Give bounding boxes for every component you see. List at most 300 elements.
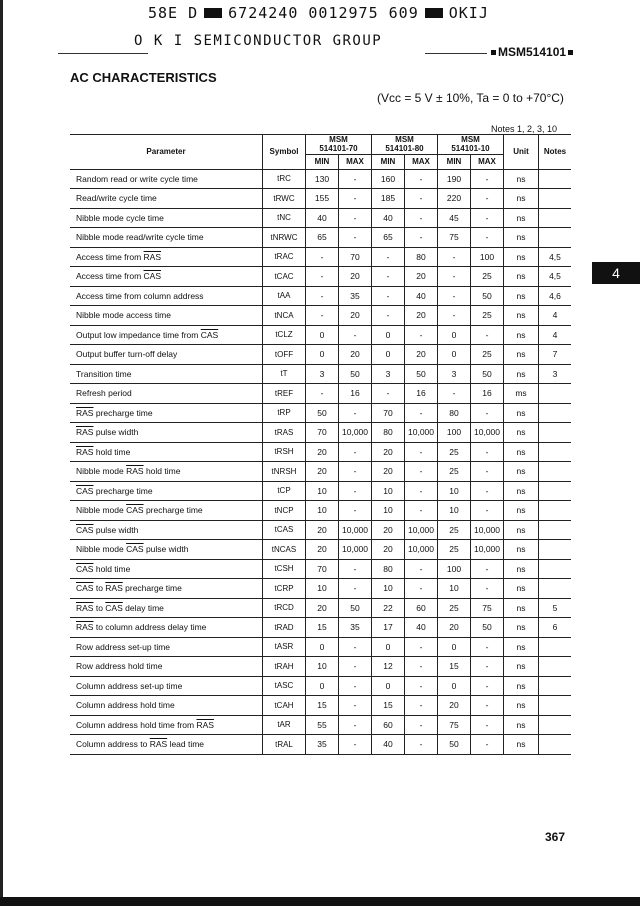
unit-cell: ns [504, 559, 539, 579]
company-group: O K I SEMICONDUCTOR GROUP [134, 33, 383, 49]
max-value-cell: - [339, 715, 372, 735]
symbol-cell: tNRSH [263, 462, 306, 482]
unit-cell: ns [504, 637, 539, 657]
parameter-text: Access time from [76, 271, 144, 282]
symbol-cell: tCLZ [263, 325, 306, 345]
max-value-cell: 70 [339, 247, 372, 267]
notes-cell [539, 208, 572, 228]
chapter-tab-marker: 4 [592, 262, 640, 284]
parameter-cell [70, 208, 263, 228]
max-value-cell: 50 [471, 286, 504, 306]
parameter-text: lead time [167, 739, 205, 750]
parameter-cell [70, 228, 263, 248]
max-value-cell: - [405, 501, 438, 521]
max-value-cell: - [339, 403, 372, 423]
parameter-cell [70, 189, 263, 209]
max-value-cell: - [405, 189, 438, 209]
min-value-cell: 70 [372, 403, 405, 423]
min-value-cell: 12 [372, 657, 405, 677]
symbol-cell: tRSH [263, 442, 306, 462]
table-row [70, 540, 571, 560]
min-value-cell: 0 [306, 637, 339, 657]
min-value-cell: 220 [438, 189, 471, 209]
max-value-cell: - [471, 189, 504, 209]
parameter-text: precharge time [93, 485, 153, 496]
min-value-cell: 70 [306, 559, 339, 579]
max-value-cell: - [339, 208, 372, 228]
parameter-text: Access time from [76, 251, 144, 262]
min-value-cell: 25 [438, 540, 471, 560]
max-value-cell: 50 [405, 364, 438, 384]
signal-name-overbar: $\overline{RAS}$ [76, 446, 94, 457]
min-value-cell: 185 [372, 189, 405, 209]
parameter-cell [70, 481, 263, 501]
min-value-cell: 155 [306, 189, 339, 209]
max-value-cell: - [471, 169, 504, 189]
signal-name-overbar: $\overline{RAS}$ [196, 719, 214, 730]
symbol-cell: tNC [263, 208, 306, 228]
parameter-cell [70, 442, 263, 462]
notes-cell: 4,6 [539, 286, 572, 306]
min-value-cell: 10 [372, 579, 405, 599]
document-code-line [148, 4, 489, 22]
symbol-cell: tNCP [263, 501, 306, 521]
page-number: 367 [545, 830, 566, 844]
max-value-cell: - [405, 403, 438, 423]
min-value-cell: 40 [306, 208, 339, 228]
min-value-cell: - [372, 306, 405, 326]
notes-cell [539, 540, 572, 560]
unit-cell: ns [504, 267, 539, 287]
max-value-cell: 40 [405, 286, 438, 306]
max-value-cell: - [339, 228, 372, 248]
max-value-cell: - [471, 208, 504, 228]
min-value-cell: 22 [372, 598, 405, 618]
max-value-cell: - [405, 228, 438, 248]
unit-cell: ns [504, 657, 539, 677]
header-group-10: MSM 514101-10 [438, 135, 504, 155]
min-value-cell: - [438, 306, 471, 326]
signal-name-overbar: $\overline{CAS}$ [76, 485, 94, 496]
max-value-cell: - [471, 715, 504, 735]
parameter-cell [70, 598, 263, 618]
header-unit: Unit [504, 135, 539, 170]
min-value-cell: 40 [372, 208, 405, 228]
unit-cell: ns [504, 481, 539, 501]
part-number [489, 45, 575, 59]
max-value-cell: - [471, 481, 504, 501]
parameter-text: Column address to [76, 739, 150, 750]
unit-cell: ns [504, 423, 539, 443]
max-value-cell: 50 [339, 364, 372, 384]
max-value-cell: 20 [339, 306, 372, 326]
unit-cell: ns [504, 696, 539, 716]
table-row [70, 520, 571, 540]
notes-cell [539, 520, 572, 540]
min-value-cell: - [306, 306, 339, 326]
parameter-text: hold time [143, 466, 181, 477]
min-value-cell: 0 [306, 345, 339, 365]
parameter-text: pulse width [93, 524, 139, 535]
max-value-cell: - [339, 462, 372, 482]
notes-cell: 7 [539, 345, 572, 365]
symbol-cell: tREF [263, 384, 306, 404]
table-row [70, 325, 571, 345]
min-value-cell: 10 [372, 481, 405, 501]
notes-cell [539, 637, 572, 657]
min-value-cell: 160 [372, 169, 405, 189]
parameter-text: Output low impedance time from [76, 329, 201, 340]
parameter-text: Read/write cycle time [76, 193, 157, 204]
unit-cell: ms [504, 384, 539, 404]
max-value-cell: 20 [405, 267, 438, 287]
header-group-70: MSM 514101-70 [306, 135, 372, 155]
max-value-cell: - [405, 735, 438, 755]
table-row [70, 364, 571, 384]
symbol-cell: tCAC [263, 267, 306, 287]
min-value-cell: 20 [372, 442, 405, 462]
table-row [70, 247, 571, 267]
min-value-cell: 10 [306, 657, 339, 677]
min-value-cell: 10 [438, 501, 471, 521]
parameter-cell [70, 325, 263, 345]
max-value-cell: 50 [471, 618, 504, 638]
parameter-text: Nibble mode cycle time [76, 212, 164, 223]
min-value-cell: 75 [438, 715, 471, 735]
symbol-cell: tCSH [263, 559, 306, 579]
parameter-text: Column address hold time from [76, 719, 197, 730]
symbol-cell: tRAL [263, 735, 306, 755]
min-value-cell: - [438, 384, 471, 404]
max-value-cell: - [339, 501, 372, 521]
min-value-cell: 0 [372, 637, 405, 657]
unit-cell: ns [504, 462, 539, 482]
signal-name-overbar: $\overline{RAS}$ [76, 427, 94, 438]
min-value-cell: 20 [372, 520, 405, 540]
min-value-cell: 10 [306, 481, 339, 501]
notes-cell: 4,5 [539, 267, 572, 287]
parameter-cell [70, 286, 263, 306]
signal-name-overbar: $\overline{RAS}$ [76, 622, 94, 633]
table-row [70, 423, 571, 443]
notes-cell [539, 559, 572, 579]
max-value-cell: - [405, 657, 438, 677]
notes-cell [539, 442, 572, 462]
table-row [70, 501, 571, 521]
min-value-cell: 3 [372, 364, 405, 384]
symbol-cell: tRC [263, 169, 306, 189]
min-value-cell: 65 [306, 228, 339, 248]
symbol-cell: tCRP [263, 579, 306, 599]
parameter-text: Nibble mode read/write cycle time [76, 232, 204, 243]
parameter-cell [70, 364, 263, 384]
max-value-cell: 50 [339, 598, 372, 618]
max-value-cell: 10,000 [471, 520, 504, 540]
notes-cell [539, 735, 572, 755]
min-value-cell: 20 [438, 696, 471, 716]
min-value-cell: 0 [372, 676, 405, 696]
max-value-cell: - [339, 579, 372, 599]
notes-cell [539, 657, 572, 677]
max-value-cell: - [339, 676, 372, 696]
min-value-cell: 80 [372, 423, 405, 443]
min-value-cell: 10 [438, 481, 471, 501]
signal-name-overbar: $\overline{RAS}$ [76, 407, 94, 418]
min-value-cell: 0 [372, 325, 405, 345]
header-max: MAX [471, 154, 504, 169]
min-value-cell: 100 [438, 559, 471, 579]
unit-cell: ns [504, 325, 539, 345]
parameter-text: hold time [93, 446, 131, 457]
min-value-cell: 35 [306, 735, 339, 755]
parameter-text: Access time from column address [76, 290, 204, 301]
symbol-cell: tT [263, 364, 306, 384]
header-max: MAX [339, 154, 372, 169]
symbol-cell: tAA [263, 286, 306, 306]
symbol-cell: tRWC [263, 189, 306, 209]
parameter-cell [70, 540, 263, 560]
max-value-cell: - [339, 637, 372, 657]
symbol-cell: tASC [263, 676, 306, 696]
parameter-cell [70, 715, 263, 735]
min-value-cell: - [372, 247, 405, 267]
scan-edge-bottom [0, 897, 640, 906]
min-value-cell: 10 [438, 579, 471, 599]
min-value-cell: 20 [438, 618, 471, 638]
parameter-text: precharge time [143, 505, 203, 516]
min-value-cell: 50 [438, 735, 471, 755]
table-row [70, 735, 571, 755]
parameter-text: Transition time [76, 368, 132, 379]
min-value-cell: 25 [438, 442, 471, 462]
unit-cell: ns [504, 306, 539, 326]
unit-cell: ns [504, 364, 539, 384]
max-value-cell: - [405, 481, 438, 501]
parameter-text: Nibble mode [76, 505, 127, 516]
black-block-marker [204, 8, 222, 18]
header-min: MIN [438, 154, 471, 169]
table-row [70, 559, 571, 579]
parameter-text: Row address hold time [76, 661, 163, 672]
max-value-cell: 10,000 [471, 423, 504, 443]
min-value-cell: - [438, 267, 471, 287]
table-row [70, 462, 571, 482]
min-value-cell: 20 [306, 598, 339, 618]
signal-name-overbar: $\overline{CAS}$ [143, 271, 162, 282]
max-value-cell: - [405, 637, 438, 657]
max-value-cell: 60 [405, 598, 438, 618]
notes-cell: 4 [539, 325, 572, 345]
table-row [70, 169, 571, 189]
max-value-cell: - [471, 637, 504, 657]
min-value-cell: 17 [372, 618, 405, 638]
table-row [70, 228, 571, 248]
table-row [70, 189, 571, 209]
black-block-marker [425, 8, 443, 18]
table-row [70, 598, 571, 618]
min-value-cell: - [372, 384, 405, 404]
min-value-cell: 15 [306, 696, 339, 716]
max-value-cell: 10,000 [405, 520, 438, 540]
min-value-cell: 20 [306, 442, 339, 462]
unit-cell: ns [504, 676, 539, 696]
max-value-cell: - [405, 208, 438, 228]
symbol-cell: tRAS [263, 423, 306, 443]
max-value-cell: 10,000 [405, 540, 438, 560]
ac-characteristics-table [70, 134, 571, 755]
max-value-cell: 40 [405, 618, 438, 638]
symbol-cell: tRAC [263, 247, 306, 267]
signal-name-overbar: $\overline{RAS}$ [76, 602, 94, 613]
table-row [70, 657, 571, 677]
parameter-text: to column address delay time [93, 622, 207, 633]
max-value-cell: 10,000 [339, 520, 372, 540]
unit-cell: ns [504, 715, 539, 735]
unit-cell: ns [504, 247, 539, 267]
notes-cell [539, 384, 572, 404]
notes-cell [539, 423, 572, 443]
min-value-cell: 0 [438, 637, 471, 657]
unit-cell: ns [504, 169, 539, 189]
table-row [70, 403, 571, 423]
unit-cell: ns [504, 520, 539, 540]
min-value-cell: 20 [372, 462, 405, 482]
table-row [70, 676, 571, 696]
parameter-cell [70, 559, 263, 579]
parameter-text: pulse width [93, 427, 139, 438]
symbol-cell: tCAH [263, 696, 306, 716]
max-value-cell: - [405, 559, 438, 579]
max-value-cell: - [405, 676, 438, 696]
signal-name-overbar: $\overline{RAS}$ [105, 583, 123, 594]
max-value-cell: - [471, 657, 504, 677]
notes-cell [539, 169, 572, 189]
max-value-cell: - [471, 501, 504, 521]
min-value-cell: 15 [306, 618, 339, 638]
header-max: MAX [405, 154, 438, 169]
min-value-cell: - [306, 267, 339, 287]
signal-name-overbar: $\overline{CAS}$ [76, 563, 94, 574]
test-conditions: (Vcc = 5 V ± 10%, Ta = 0 to +70°C) [377, 91, 564, 105]
parameter-text: Nibble mode access time [76, 310, 171, 321]
max-value-cell: 35 [339, 286, 372, 306]
min-value-cell: - [438, 286, 471, 306]
min-value-cell: 0 [438, 676, 471, 696]
parameter-text: precharge time [93, 407, 153, 418]
section-title: AC CHARACTERISTICS [70, 70, 217, 85]
min-value-cell: - [372, 286, 405, 306]
max-value-cell: 20 [339, 267, 372, 287]
min-value-cell: 80 [438, 403, 471, 423]
scan-edge-left [0, 0, 3, 906]
max-value-cell: - [405, 462, 438, 482]
signal-name-overbar: $\overline{CAS}$ [76, 583, 94, 594]
min-value-cell: 60 [372, 715, 405, 735]
unit-cell: ns [504, 540, 539, 560]
min-value-cell: 190 [438, 169, 471, 189]
parameter-cell [70, 306, 263, 326]
header-parameter: Parameter [70, 135, 263, 170]
parameter-cell [70, 657, 263, 677]
signal-name-overbar: $\overline{RAS}$ [126, 466, 144, 477]
unit-cell: ns [504, 501, 539, 521]
max-value-cell: - [405, 325, 438, 345]
max-value-cell: 10,000 [471, 540, 504, 560]
min-value-cell: 100 [438, 423, 471, 443]
table-row [70, 208, 571, 228]
signal-name-overbar: $\overline{RAS}$ [143, 251, 162, 262]
min-value-cell: 80 [372, 559, 405, 579]
min-value-cell: - [372, 267, 405, 287]
parameter-text: Row address set-up time [76, 641, 171, 652]
min-value-cell: 10 [306, 501, 339, 521]
parameter-text: Output buffer turn-off delay [76, 349, 178, 360]
table-row [70, 286, 571, 306]
symbol-cell: tRCD [263, 598, 306, 618]
parameter-text: Random read or write cycle time [76, 173, 198, 184]
max-value-cell: 50 [471, 364, 504, 384]
max-value-cell: - [405, 442, 438, 462]
parameter-cell [70, 423, 263, 443]
notes-cell [539, 696, 572, 716]
notes-cell: 5 [539, 598, 572, 618]
parameter-text: precharge time [122, 583, 182, 594]
min-value-cell: 45 [438, 208, 471, 228]
parameter-cell [70, 735, 263, 755]
min-value-cell: 70 [306, 423, 339, 443]
max-value-cell: 20 [339, 345, 372, 365]
max-value-cell: 80 [405, 247, 438, 267]
part-number-text: MSM514101 [498, 45, 567, 59]
max-value-cell: - [471, 228, 504, 248]
table-row [70, 384, 571, 404]
parameter-cell [70, 579, 263, 599]
symbol-cell: tCP [263, 481, 306, 501]
max-value-cell: - [471, 325, 504, 345]
min-value-cell: 15 [438, 657, 471, 677]
header-symbol: Symbol [263, 135, 306, 170]
header-rule [58, 53, 148, 54]
unit-cell: ns [504, 208, 539, 228]
parameter-text: hold time [93, 563, 131, 574]
parameter-cell [70, 637, 263, 657]
parameter-cell [70, 520, 263, 540]
parameter-cell [70, 384, 263, 404]
min-value-cell: 50 [306, 403, 339, 423]
table-row [70, 637, 571, 657]
code-mid: 6724240 0012975 609 [228, 4, 419, 22]
unit-cell: ns [504, 228, 539, 248]
max-value-cell: 10,000 [339, 423, 372, 443]
min-value-cell: 75 [438, 228, 471, 248]
symbol-cell: tRAH [263, 657, 306, 677]
parameter-cell [70, 696, 263, 716]
table-row [70, 715, 571, 735]
min-value-cell: - [306, 384, 339, 404]
max-value-cell: 25 [471, 345, 504, 365]
min-value-cell: - [306, 247, 339, 267]
max-value-cell: 16 [405, 384, 438, 404]
code-left: 58E D [148, 4, 199, 22]
max-value-cell: - [339, 169, 372, 189]
parameter-text: Nibble mode [76, 544, 127, 555]
notes-reference: Notes 1, 2, 3, 10 [491, 124, 558, 134]
signal-name-overbar: $\overline{CAS}$ [126, 544, 144, 555]
table-row [70, 579, 571, 599]
unit-cell: ns [504, 403, 539, 423]
min-value-cell: 25 [438, 598, 471, 618]
parameter-cell [70, 501, 263, 521]
